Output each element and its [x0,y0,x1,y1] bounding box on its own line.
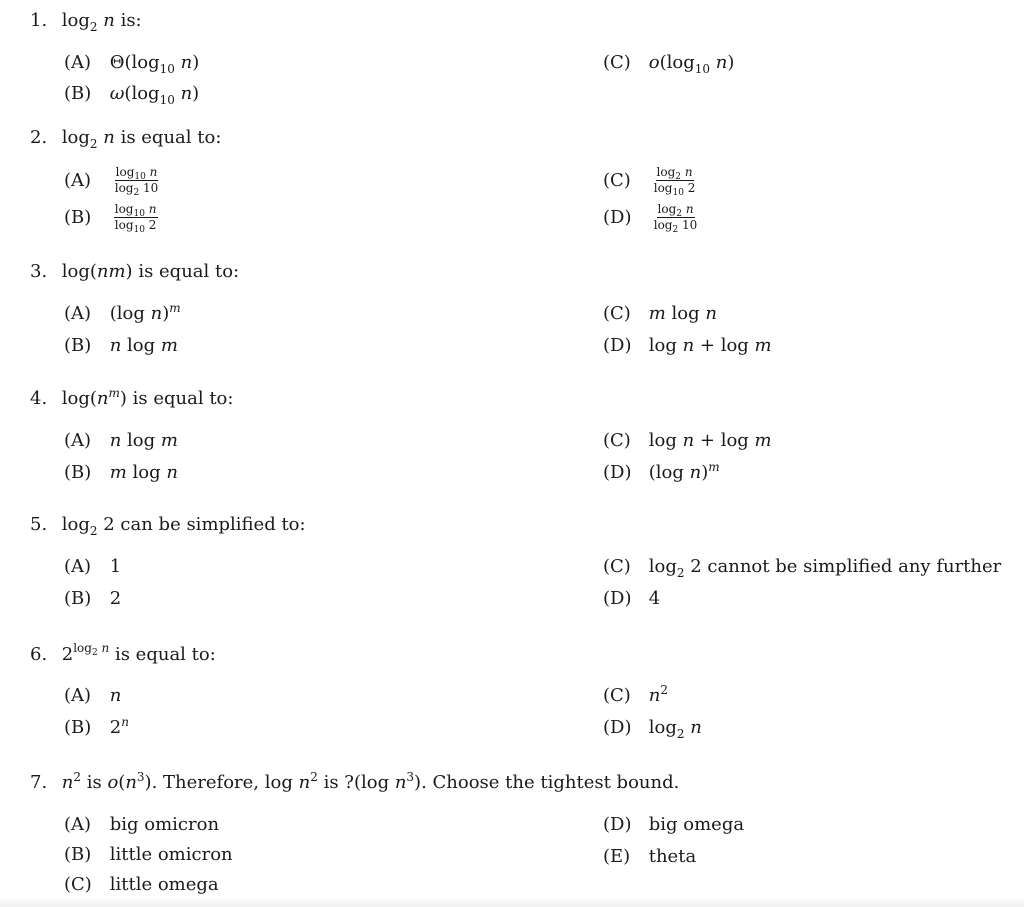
option-math: log n + log m [648,430,772,451]
option-label: (B) [64,206,92,228]
option-math: $o(\log_{10}$ n) [648,52,735,76]
option-label: (C) [603,430,631,451]
option-1a[interactable] [64,52,200,76]
option-label: (C) [603,685,631,706]
option-math: log n + log m [648,335,772,356]
question-math: $\log(n^m)$ [61,386,127,409]
option-math: $\log_2 n$ [648,717,702,741]
option-4d[interactable] [603,462,720,483]
option-label: (B) [64,717,92,738]
option-5d[interactable] [603,588,660,609]
option-math: $\omega(\log_{10}$ n) [109,83,200,107]
option-3c[interactable] [603,303,717,324]
option-label: (A) [64,430,92,451]
option-4a[interactable] [64,430,178,451]
option-label: (A) [64,814,92,835]
question-math: $o(n^3)$ [107,770,152,793]
option-label: (B) [64,335,92,356]
option-text: big omega [648,814,745,835]
option-6a[interactable] [64,685,121,706]
question-5 [30,514,306,538]
option-fraction: $\frac{\log_2 n}{\log_{10} 2}$ [653,165,696,198]
option-4c[interactable] [603,430,772,451]
option-5c[interactable] [603,556,1002,580]
option-fraction: $\frac{\log_{10} n}{\log_{10} 2}$ [114,202,157,235]
option-3a[interactable] [64,303,181,324]
question-4 [30,388,233,409]
option-6b[interactable] [64,717,129,738]
option-label: (C) [64,874,92,895]
option-1b[interactable] [64,83,200,107]
option-fraction: $\frac{\log_{10} n}{\log_2 10}$ [114,165,159,198]
option-1c[interactable] [603,52,735,76]
option-math: m log n [648,303,717,324]
option-label: (E) [603,846,631,867]
question-number: 3. [30,261,48,282]
page-bottom-edge [0,897,1024,907]
question-math: $n^2$ [61,770,81,793]
option-text: 2 [109,588,122,609]
option-label: (D) [603,335,632,356]
question-text: is [323,772,339,793]
question-1 [30,10,142,34]
question-6 [30,641,216,665]
option-math: n [109,685,122,706]
option-label: (A) [64,556,92,577]
option-7d[interactable] [603,814,744,835]
question-number: 2. [30,127,48,148]
option-label: (C) [603,169,631,191]
option-7a[interactable] [64,814,219,835]
option-5a[interactable] [64,556,121,577]
question-math: $\log n^2$ [264,770,318,793]
question-text: can be simplified to: [120,514,306,535]
option-label: (A) [64,685,92,706]
option-math: m log n [109,462,178,483]
option-label: (C) [603,556,631,577]
question-text: is [86,772,102,793]
question-number: 6. [30,644,48,665]
option-math: n log m [109,430,178,451]
option-label: (B) [64,844,92,865]
option-label: (B) [64,588,92,609]
option-text: cannot be simplified any further [707,556,1002,577]
option-label: (D) [603,814,632,835]
question-number: 4. [30,388,48,409]
option-6c[interactable] [603,685,668,706]
question-text: . Choose the tightest bound. [421,772,680,793]
question-number: 1. [30,10,48,31]
option-3b[interactable] [64,335,178,356]
option-math: $\log_2 2$ [648,556,702,580]
question-number: 5. [30,514,48,535]
option-text: 1 [109,556,122,577]
question-text: is: [120,10,142,31]
question-2 [30,127,222,151]
question-math: ?(log $n^3$) [344,770,422,793]
option-6d[interactable] [603,717,702,741]
option-7c[interactable] [64,874,219,895]
option-text: 4 [648,588,661,609]
option-3d[interactable] [603,335,772,356]
option-text: theta [648,846,697,867]
option-math: (log n)$^m$ [109,301,181,324]
question-text: . Therefore, [151,772,260,793]
option-math: $n^2$ [648,683,668,706]
question-3 [30,261,239,282]
option-7b[interactable] [64,844,233,865]
option-math: $\Theta(\log_{10}$ n) [109,52,200,76]
option-fraction: $\frac{\log_2 n}{\log_2 10}$ [653,202,698,235]
option-label: (A) [64,303,92,324]
option-text: big omicron [109,814,220,835]
option-label: (C) [603,52,631,73]
option-label: (A) [64,52,92,73]
question-text: is equal to: [138,261,240,282]
question-text: is equal to: [114,644,216,665]
question-text: is equal to: [120,127,222,148]
option-4b[interactable] [64,462,178,483]
question-math: log(nm) [61,261,133,282]
option-label: (A) [64,169,92,191]
option-math: (log n)$^m$ [648,460,720,483]
question-math: $\log_2 n$ [61,127,115,151]
option-math: 2$^n$ [109,715,129,738]
question-7 [30,772,679,793]
question-text: is equal to: [132,388,234,409]
question-math: $2^{log_2 n}$ [61,641,110,665]
option-label: (D) [603,717,632,738]
option-text: little omicron [109,844,233,865]
option-label: (D) [603,588,632,609]
question-number: 7. [30,772,48,793]
question-math: $\log_2 n$ [61,10,115,34]
option-label: (B) [64,83,92,104]
option-label: (B) [64,462,92,483]
option-label: (D) [603,462,632,483]
option-label: (C) [603,303,631,324]
option-2d[interactable] [603,202,698,235]
option-2b[interactable] [64,202,158,235]
option-text: little omega [109,874,219,895]
option-label: (D) [603,206,632,228]
option-2a[interactable] [64,165,159,198]
option-2c[interactable] [603,165,696,198]
option-7e[interactable] [603,846,696,867]
option-math: n log m [109,335,178,356]
question-math: $\log_2 2$ [61,514,115,538]
option-5b[interactable] [64,588,121,609]
